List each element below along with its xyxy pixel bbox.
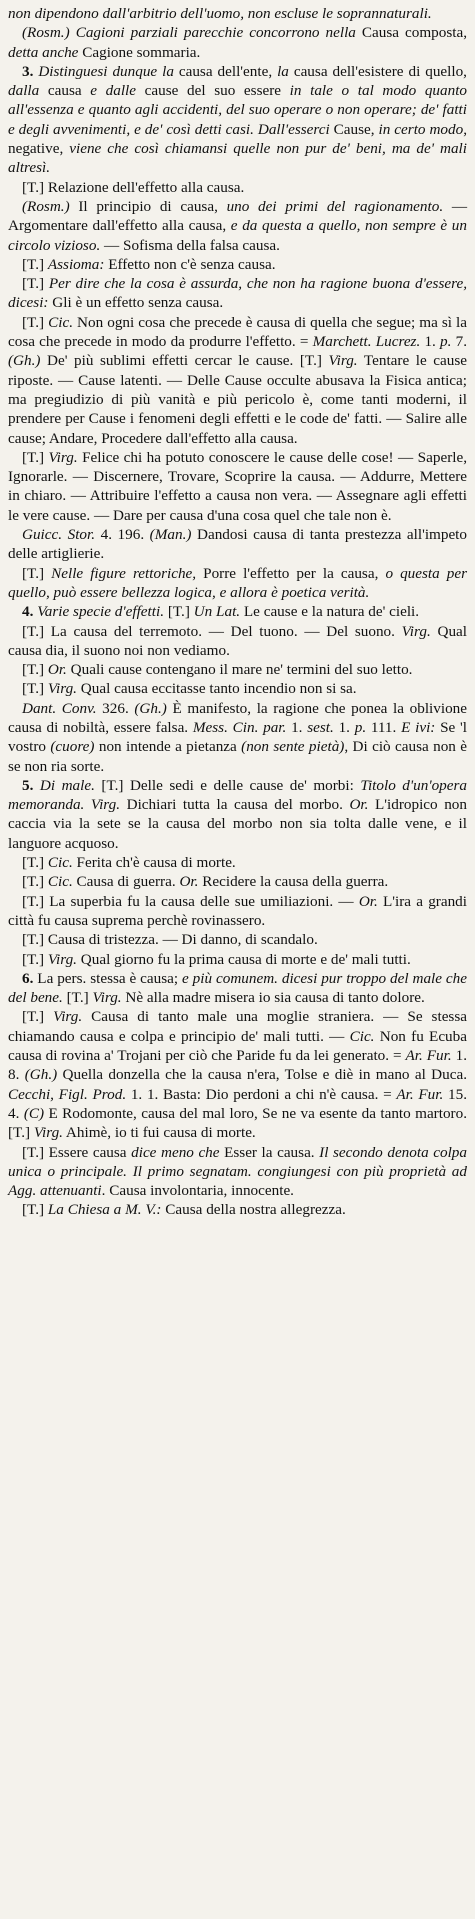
entry-paragraph: (Rosm.) Il principio di causa, uno dei primi del ragionamento. — Argomentare dall'effetto alla causa, e da questa a quello, non sempre è un circolo vizioso. — Sofisma della falsa causa. [8, 197, 467, 254]
entry-paragraph: [T.] Nelle figure rettoriche, Porre l'effetto per la causa, o questa per quello, può essere bellezza logica, e allora è poetica verità. [8, 564, 468, 601]
entry-paragraph: [T.] Relazione dell'effetto alla causa. [22, 178, 245, 196]
entry-paragraph: [T.] Per dire che la cosa è assurda, che non ha ragione buona d'essere, dicesi: Gli è un effetto senza causa. [8, 275, 467, 312]
entry-paragraph: 3. Distinguesi dunque la causa dell'ente, la causa dell'esistere di quello, dalla causa e dalle cause del suo essere in tale o tal modo quanto all'essenza e quanto agli accidenti, del suo operare o non operare; de' fatti e degli avvenimenti, e de' così detti casi. Dall'esserci Cause, in certo modo, negative, viene che così chiamansi quelle non pur de' beni, ma de' mali altresì. [8, 62, 468, 177]
entry-paragraph: [T.] Causa di tristezza. — Di danno, di scandalo. [22, 931, 318, 949]
entry-paragraph: [T.] La Chiesa a M. V.: Causa della nostra allegrezza. [22, 1201, 346, 1219]
entry-paragraph: [T.] Virg. Felice chi ha potuto conoscere le cause delle cose! — Saperle, Ignorarle. — Discernere, Trovare, Scoprire la causa. — Addurre, Mettere in chiaro. — Attribuire l'effetto a causa non vera. — Assegnare agli effetti le vere cause. — Dare per causa d'una cosa quel che tale non è. [8, 448, 468, 524]
entry-paragraph: [T.] La causa del terremoto. — Del tuono. — Del suono. Virg. Qual causa dia, il suono noi non vediamo. [8, 622, 467, 659]
entry-paragraph: [T.] Cic. Ferita ch'è causa di morte. [22, 854, 236, 872]
entry-paragraph: [T.] Assioma: Effetto non c'è senza causa. [22, 255, 276, 273]
entry-paragraph: [T.] Virg. Qual causa eccitasse tanto incendio non si sa. [22, 680, 357, 698]
entry-paragraph: 4. Varie specie d'effetti. [T.] Un Lat. Le cause e la natura de' cieli. [22, 603, 420, 621]
entry-paragraph: [T.] Essere causa dice meno che Esser la causa. Il secondo denota colpa unica o principale. Il primo segnatam. congiungesi con più proprietà ad Agg. attenuanti. Causa involontaria, innocente. [8, 1143, 467, 1200]
entry-paragraph: (Rosm.) Cagioni parziali parecchie concorrono nella Causa composta, detta anche Cagione sommaria. [8, 24, 468, 61]
entry-paragraph: [T.] Cic. Non ogni cosa che precede è causa di quella che segue; ma sì la cosa che precede in modo da produrre l'effetto. = Marchett. Lucrez. 1. p. 7. (Gh.) De' più sublimi effetti cercar le cause. [T.] Virg. Tentare le cause riposte. — Cause latenti. — Delle Cause occulte abusava la Fisica antica; ma pregiudizio di più vanità e più pericolo è, come tanti moderni, il prendere per Cause i fenomeni degli effetti e le code de' fatti. — Salire alle cause; Andare, Procedere dall'effetto alla causa. [8, 313, 468, 447]
entry-paragraph: 6. La pers. stessa è causa; e più comunem. dicesi pur troppo del male che del bene. [T.] Virg. Nè alla madre misera io sia causa di tanto dolore. [8, 969, 467, 1007]
entry-paragraph: [T.] Or. Quali cause contengano il mare ne' termini del suo letto. [22, 661, 413, 679]
entry-paragraph: Guicc. Stor. 4. 196. (Man.) Dandosi causa di tanta prestezza all'impeto delle artiglierie. [8, 526, 467, 563]
entry-paragraph: Dant. Conv. 326. (Gh.) È manifesto, la ragione che ponea la oblivione causa di nobiltà, essere falsa. Mess. Cin. par. 1. sest. 1. p. 111. E ivi: Se 'l vostro (cuore) non intende a pietanza (non sente pietà), Di ciò causa non è se non ria sorte. [8, 699, 468, 775]
entry-paragraph: [T.] La superbia fu la causa delle sue umiliazioni. — Or. L'ira a grandi città fu causa suprema perchè rovinassero. [8, 892, 467, 929]
entry-paragraph: [T.] Virg. Causa di tanto male una moglie straniera. — Se stessa chiamando causa e colpa e principio de' mali tutti. — Cic. Non fu Ecuba causa di rovina a' Trojani per ciò che Paride fu da lei generato. = Ar. Fur. 1. 8. (Gh.) Quella donzella che la causa n'era, Tolse e diè in mano al Duca. Cecchi, Figl. Prod. 1. 1. Basta: Dio perdoni a chi n'è causa. = Ar. Fur. 15. 4. (C) E Rodomonte, causa del mal loro, Se ne va esente da tanto martoro. [T.] Virg. Ahimè, io ti fui causa di morte. [8, 1008, 468, 1142]
entry-paragraph: non dipendono dall'arbitrio dell'uomo, non escluse le soprannaturali. [8, 5, 432, 22]
entry-paragraph: [T.] Cic. Causa di guerra. Or. Recidere la causa della guerra. [22, 873, 389, 891]
entry-paragraph: 5. Di male. [T.] Delle sedi e delle cause de' morbi: Titolo d'un'opera memoranda. Virg. Dichiari tutta la causa del morbo. Or. L'idropico non caccia via la sete se la causa del morbo non sia tolta dalle vene, e il languore acquoso. [8, 776, 468, 852]
entry-paragraph: [T.] Virg. Qual giorno fu la prima causa di morte e de' mali tutti. [22, 950, 411, 968]
